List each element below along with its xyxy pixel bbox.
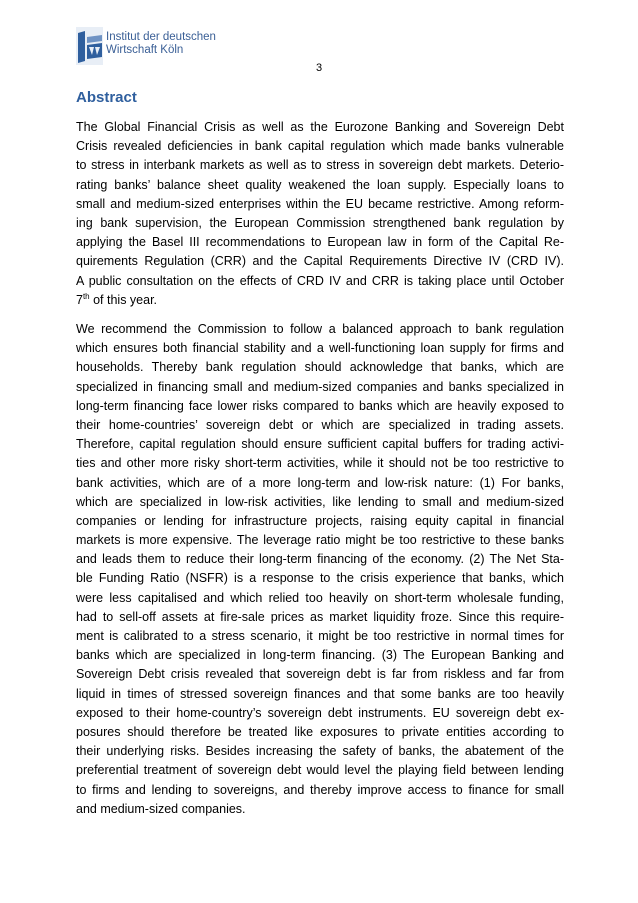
- paragraph-line: We recommend the Commission to follow a balanced approach to bank regulation: [76, 322, 564, 336]
- paragraph-line: liquid in times of stressed sovereign finances and that some banks are too heavily: [76, 686, 564, 701]
- org-name-line1: Institut der deutschen: [106, 31, 216, 43]
- paragraph-line: [76, 291, 564, 310]
- paragraph-line: their home-countries’ sovereign debt or which are specialized in trading assets.: [76, 417, 564, 432]
- institute-logo: [76, 27, 216, 67]
- iw-logo-icon: [76, 27, 103, 65]
- paragraph-line: which are specialized in low-risk activities, like lending to small and medium-sized: [76, 494, 564, 509]
- paragraph-line: and medium-sized companies.: [76, 801, 246, 816]
- paragraph-line: Therefore, capital regulation should ensure sufficient capital buffers for trading activi-: [76, 437, 564, 452]
- paragraph-line: markets is more expensive. The leverage ratio might be too restrictive to these banks: [76, 533, 564, 548]
- paragraph-line: were less capitalised and which relied too heavily on short-term wholesale funding,: [76, 590, 564, 605]
- paragraph-line: banks which are specialized in long-term financing. (3) The European Banking and: [76, 648, 564, 663]
- paragraph-line: exposed to their home-country’s sovereign debt instruments. EU sovereign debt ex-: [76, 705, 564, 720]
- section-heading: Abstract: [76, 89, 137, 106]
- ordinal-suffix: th: [82, 291, 90, 301]
- paragraph-line: bank activities, which are of a more long-term and low-risk nature: (1) For banks,: [76, 475, 564, 490]
- paragraph-line: had to sell-off assets at fire-sale prices as market liquidity froze. Since this require-: [76, 609, 564, 624]
- paragraph-line: applying the Basel III recommendations to European law in form of the Capital Re-: [76, 235, 564, 250]
- abstract-paragraph-2: [76, 320, 564, 819]
- paragraph-line: to firms and lending to sovereigns, and thereby improve access to finance for small: [76, 782, 564, 797]
- abstract-paragraph-1: [76, 118, 564, 310]
- org-name-line2: Wirtschaft Köln: [106, 44, 184, 56]
- paragraph-line: A public consultation on the effects of CRD IV and CRR is taking place until October: [76, 273, 564, 288]
- paragraph-line: long-term financing face lower risks compared to banks which are heavily exposed to: [76, 398, 564, 413]
- paragraph-line: Sovereign Debt crisis revealed that sovereign debt is far from riskless and far from: [76, 667, 564, 682]
- paragraph-line: which ensures both financial stability and a well-functioning loan supply for firms and: [76, 341, 564, 356]
- paragraph-line: posures should therefore be treated like exposures to private entities according to: [76, 724, 564, 739]
- paragraph-line: quirements Regulation (CRR) and the Capital Requirements Directive IV (CRD IV).: [76, 254, 564, 269]
- paragraph-line: ties and other more risky short-term activities, while it should not be too restrictive to: [76, 456, 564, 471]
- paragraph-line: preferential treatment of sovereign debt would level the playing field between lending: [76, 763, 564, 778]
- paragraph-line: ble Funding Ratio (NSFR) is a response to the crisis experience that banks, which: [76, 571, 564, 586]
- paragraph-line: to stress in interbank markets as well as to stress in sovereign debt markets. Deterio-: [76, 158, 564, 173]
- paragraph-line: and leads them to reduce their long-term financing of the economy. (2) The Net Sta-: [76, 552, 564, 567]
- page-number: 3: [315, 62, 323, 74]
- paragraph-line: ment is calibrated to a stress scenario, it might be too restrictive in normal times for: [76, 629, 564, 643]
- paragraph-line: The Global Financial Crisis as well as the Eurozone Banking and Sovereign Debt: [76, 120, 564, 134]
- paragraph-line: specialized in financing small and medium-sized companies and banks specialized in: [76, 379, 564, 394]
- paragraph-line: households. Thereby bank regulation should acknowledge that banks, which are: [76, 360, 564, 375]
- paragraph-line: small and medium-sized enterprises within the EU became restrictive. Among reform-: [76, 196, 564, 211]
- paragraph-line: ing bank supervision, the European Commission strengthened bank regulation by: [76, 215, 564, 230]
- paragraph-line: their underlying risks. Besides increasing the safety of banks, the abatement of the: [76, 744, 564, 759]
- paragraph-line: Crisis revealed deficiencies in bank capital regulation which made banks vulnerable: [76, 139, 564, 154]
- line-text: of this year.: [89, 292, 158, 307]
- paragraph-line: companies or lending for infrastructure projects, raising equity capital in financial: [76, 513, 564, 528]
- paragraph-line: rating banks’ balance sheet quality weakened the loan supply. Especially loans to: [76, 177, 564, 192]
- ordinal-number: 7: [76, 292, 83, 307]
